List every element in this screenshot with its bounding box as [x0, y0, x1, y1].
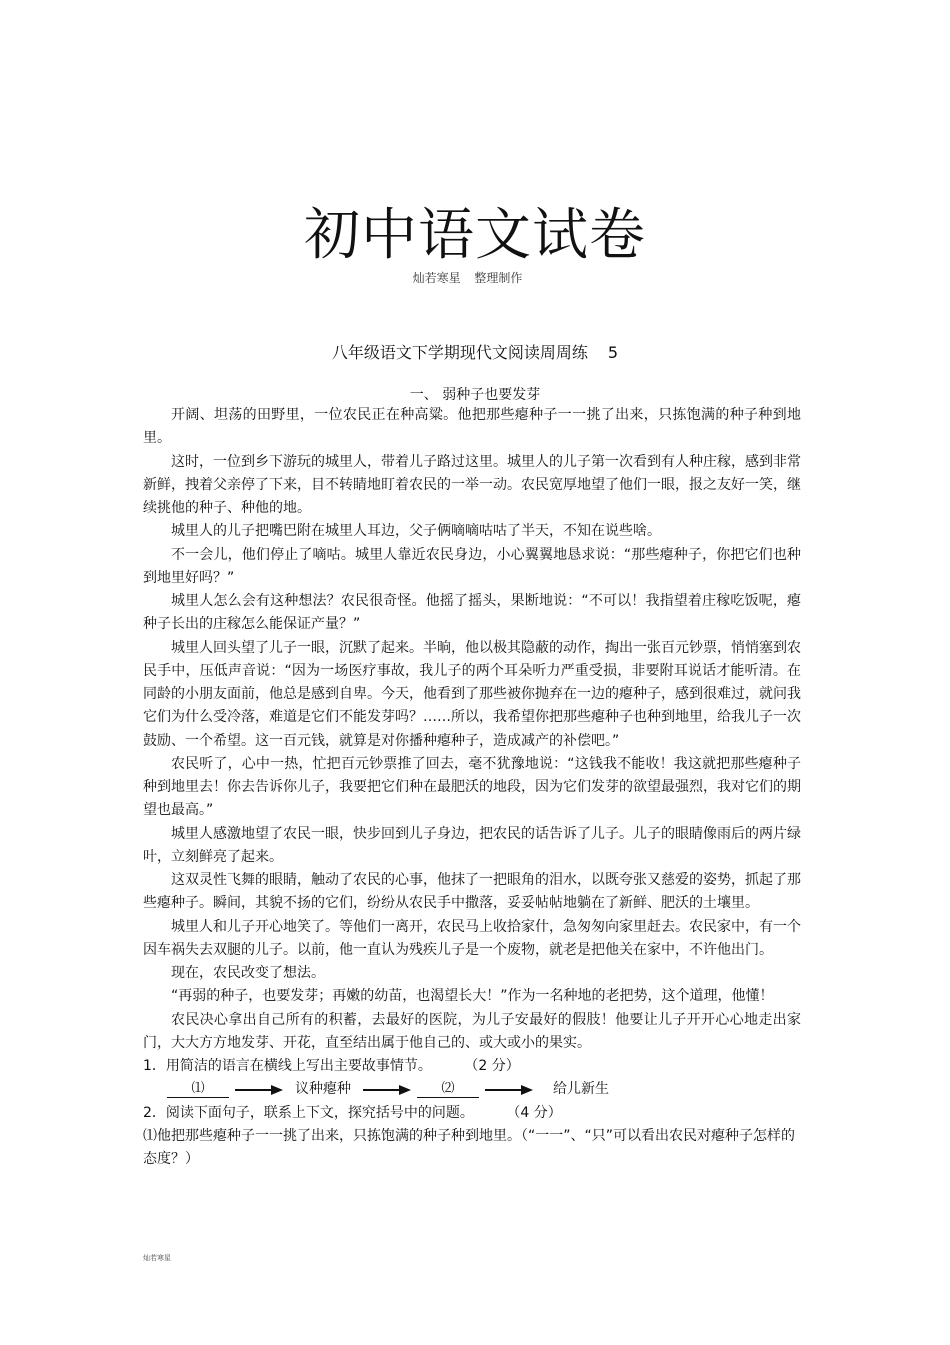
paragraph: 农民决心拿出自己所有的积蓄，去最好的医院，为儿子安最好的假肢！他要让儿子开开心心地走出家门，大大方方地发芽、开花，直至结出属于他自己的、或大或小的果实。	[143, 1011, 801, 1051]
question-1-text: 1．用简洁的语言在横线上写出主要故事情节。	[143, 1058, 432, 1074]
page-subtitle	[0, 269, 935, 286]
doc-title	[0, 340, 950, 363]
arrow-right-icon	[363, 1084, 411, 1096]
plot-flow	[143, 1078, 801, 1101]
question-1	[143, 1055, 801, 1078]
paragraph: 城里人回头望了儿子一眼，沉默了起来。半晌，他以极其隐蔽的动作，掏出一张百元钞票，悄悄塞到农民手中，压低声音说：“因为一场医疗事故，我儿子的两个耳朵听力严重受损，非要附耳说话才能听清。在同龄的小朋友面前，他总是感到自卑。今天，他看到了那些被你抛弃在一边的瘪种子，感到很难过，就问我它们为什么受冷落，难道是它们不能发芽吗？……所以，我希望你把那些瘪种子也种到地里，给我儿子一次鼓励、一个希望。这一百元钱，就算是对你播种瘪种子，造成减产的补偿吧。”	[143, 639, 801, 749]
paragraph: 这双灵性飞舞的眼睛，触动了农民的心事，他抹了一把眼角的泪水，以既夸张又慈爱的姿势，抓起了那些瘪种子。瞬间，其貌不扬的它们，纷纷从农民手中撒落，妥妥帖帖地躺在了新鲜、肥沃的土壤里。	[143, 872, 801, 912]
paragraph: 现在，农民改变了想法。	[171, 965, 325, 981]
section-title: 一、 弱种子也要发芽	[409, 387, 541, 403]
page-title: 初中语文试卷	[304, 203, 646, 268]
paragraph: 城里人感激地望了农民一眼，快步回到儿子身边，把农民的话告诉了儿子。儿子的眼睛像雨后的两片绿叶，立刻鲜亮了起来。	[143, 825, 801, 865]
question-2-sub-1: ⑴他把那些瘪种子一一挑了出来，只拣饱满的种子种到地里。（“一一”、“只”可以看出农民对瘪种子怎样的态度？）	[143, 1127, 796, 1167]
paragraph: 城里人和儿子开心地笑了。等他们一离开，农民马上收拾家什，急匆匆向家里赶去。农民家中，有一个因车祸失去双腿的儿子。以前，他一直认为残疾儿子是一个废物，就老是把他关在家中，不许他出门。	[143, 918, 801, 958]
paragraph: 开阔、坦荡的田野里，一位农民正在种高粱。他把那些瘪种子一一挑了出来，只拣饱满的种子种到地里。	[143, 407, 801, 447]
answer-blank-2[interactable]: ⑵	[417, 1081, 479, 1098]
paragraph: 城里人的儿子把嘴巴附在城里人耳边，父子俩嘀嘀咕咕了半天，不知在说些啥。	[171, 523, 661, 540]
question-2-text: 2．阅读下面句子，联系上下文，探究括号中的问题。	[143, 1104, 474, 1121]
question-2	[143, 1102, 801, 1125]
plot-step-4: 给儿新生	[553, 1081, 609, 1098]
doc-number: 5	[607, 343, 619, 362]
article-body	[143, 404, 801, 1171]
arrow-right-icon	[485, 1084, 533, 1096]
plot-step-2: 议种瘪种	[295, 1081, 351, 1098]
paragraph: 这时，一位到乡下游玩的城里人，带着儿子路过这里。城里人的儿子第一次看到有人种庄稼，感到非常新鲜，拽着父亲停了下来，目不转睛地盯着农民的一举一动。农民宽厚地望了他们一眼，报之友好一笑，继续挑他的种子、种他的地。	[143, 453, 801, 516]
answer-blank-1[interactable]: ⑴	[167, 1081, 229, 1098]
paragraph: 不一会儿，他们停止了嘀咕。城里人靠近农民身边，小心翼翼地恳求说：“那些瘪种子，你把它们也种到地里好吗？”	[143, 546, 801, 586]
paragraph: 城里人怎么会有这种想法？农民很奇怪。他摇了摇头，果断地说：“不可以！我指望着庄稼吃饭呢，瘪种子长出的庄稼怎么能保证产量？”	[143, 593, 801, 633]
credit-text: 整理制作	[474, 271, 523, 285]
question-2-score: （4 分）	[506, 1104, 562, 1121]
paragraph: 农民听了，心中一热，忙把百元钞票推了回去，毫不犹豫地说：“这钱我不能收！我这就把那些瘪种子种到地里去！你去告诉你儿子，我要把它们种在最肥沃的地段，因为它们发芽的欲望最强烈，我对它们的期望也最高。”	[143, 755, 801, 819]
paragraph: “再弱的种子，也要发芽；再嫩的幼苗，也渴望长大！”作为一名种地的老把势，这个道理，他懂！	[171, 988, 774, 1005]
arrow-right-icon	[235, 1084, 283, 1096]
question-1-score: （2 分）	[464, 1058, 520, 1074]
doc-title-text: 八年级语文下学期现代文阅读周周练	[331, 343, 588, 362]
author-name: 灿若寒星	[412, 271, 461, 285]
footer-text: 灿若寒星	[143, 1254, 171, 1262]
